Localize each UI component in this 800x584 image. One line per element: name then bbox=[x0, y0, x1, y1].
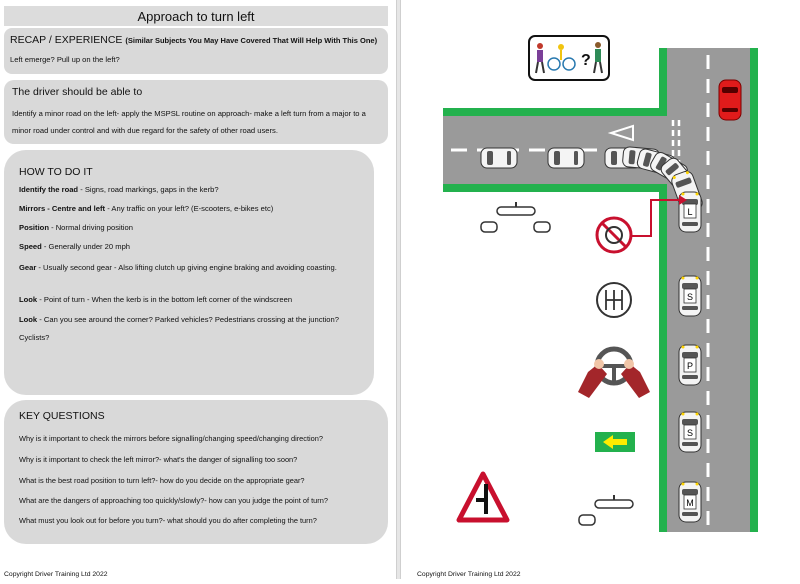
red-car bbox=[719, 80, 741, 120]
howto-item-text: - Any traffic on your left? (E-scooters, e-bikes etc) bbox=[105, 204, 274, 213]
key-questions-panel bbox=[4, 400, 388, 544]
howto-item-text: - Usually second gear - Also lifting clutch up giving engine braking and avoiding coasting. bbox=[36, 263, 337, 272]
car-S-1 bbox=[679, 276, 701, 316]
left-indicator-icon bbox=[595, 432, 635, 452]
able-heading: The driver should be able to bbox=[12, 86, 143, 98]
left-page bbox=[0, 0, 396, 579]
mirrors-icon bbox=[481, 202, 550, 232]
side-road-warning-sign bbox=[459, 474, 507, 520]
howto-heading: HOW TO DO IT bbox=[19, 166, 93, 178]
verge-main-right bbox=[750, 48, 758, 532]
howto-item-look-corner bbox=[19, 311, 364, 347]
page-title: Approach to turn left bbox=[4, 6, 388, 26]
verge-minor-road-top bbox=[443, 108, 667, 116]
howto-item-label: Position bbox=[19, 223, 49, 232]
howto-item-gear bbox=[19, 260, 364, 276]
howto-item-text: - Point of turn - When the kerb is in the bottom left corner of the windscreen bbox=[37, 295, 293, 304]
howto-item-label: Speed bbox=[19, 242, 42, 251]
question-item: Why is it important to check the left mirror?- what's the danger of signalling too soon? bbox=[19, 455, 298, 464]
steering-signal-icon bbox=[597, 218, 631, 252]
howto-item-label: Identify the road bbox=[19, 185, 79, 194]
key-questions-heading: KEY QUESTIONS bbox=[19, 410, 105, 422]
parked-car-2 bbox=[548, 148, 584, 168]
mirrors-icon-2 bbox=[579, 495, 633, 525]
parked-car-1 bbox=[481, 148, 517, 168]
howto-panel bbox=[4, 150, 374, 395]
recap-text: Left emerge? Pull up on the left? bbox=[10, 55, 120, 64]
howto-item-text: - Normal driving position bbox=[48, 223, 133, 232]
howto-item-identify bbox=[19, 185, 219, 194]
recap-heading bbox=[10, 34, 377, 46]
gear-shift-icon bbox=[597, 283, 631, 317]
howto-item-look-point bbox=[19, 295, 292, 304]
junction-diagram bbox=[401, 0, 800, 579]
question-item: What are the dangers of approaching too quickly/slowly?- how can you judge the point of turn? bbox=[19, 496, 328, 505]
car-label: L bbox=[687, 207, 693, 217]
howto-item-text: - Generally under 20 mph bbox=[41, 242, 131, 251]
verge-minor-road-bottom bbox=[443, 184, 661, 192]
howto-item-text: - Signs, road markings, gaps in the kerb? bbox=[78, 185, 219, 194]
verge-main-left bbox=[659, 184, 667, 532]
verge-top-left bbox=[659, 48, 667, 108]
howto-item-label: Mirrors - Centre and left bbox=[19, 204, 106, 213]
car-P bbox=[679, 345, 701, 385]
footer-copyright-right: Copyright Driver Training Ltd 2022 bbox=[417, 571, 521, 578]
footer-copyright-left: Copyright Driver Training Ltd 2022 bbox=[4, 571, 108, 578]
howto-item-label: Look bbox=[19, 315, 38, 324]
right-page bbox=[401, 0, 800, 579]
car-S-2 bbox=[679, 412, 701, 452]
recap-heading-note: (Similar Subjects You May Have Covered That Will Help With This One) bbox=[125, 36, 378, 45]
howto-item-label: Gear bbox=[19, 263, 37, 272]
recap-heading-text: RECAP / EXPERIENCE bbox=[10, 34, 123, 46]
question-item: What must you look out for before you turn?- what should you do after completing the turn? bbox=[19, 516, 317, 525]
howto-item-position bbox=[19, 223, 133, 232]
car-label: P bbox=[686, 361, 694, 371]
recap-panel bbox=[4, 28, 388, 74]
able-panel bbox=[4, 80, 388, 144]
car-label: M bbox=[686, 498, 694, 508]
road-users-sign bbox=[529, 36, 609, 80]
question-item: Why is it important to check the mirrors before signalling/changing speed/changing direction? bbox=[19, 434, 323, 443]
howto-item-mirrors bbox=[19, 204, 273, 213]
steering-wheel-icon bbox=[578, 349, 650, 398]
able-text: Identify a minor road on the left- apply the MSPSL routine on approach- make a left turn from a major to a minor road under control and with due regard for the safety of other road users. bbox=[12, 109, 366, 135]
question-item: What is the best road position to turn left?- how do you decide on the appropriate gear? bbox=[19, 476, 305, 485]
howto-item-speed bbox=[19, 242, 130, 251]
howto-item-label: Look bbox=[19, 295, 38, 304]
howto-item-text: - Can you see around the corner? Parked vehicles? Pedestrians crossing at the junction? Cyclists? bbox=[19, 315, 339, 342]
car-M bbox=[679, 482, 701, 522]
car-label: S bbox=[686, 428, 694, 438]
car-label: S bbox=[686, 292, 694, 302]
question-mark: ? bbox=[581, 52, 591, 69]
